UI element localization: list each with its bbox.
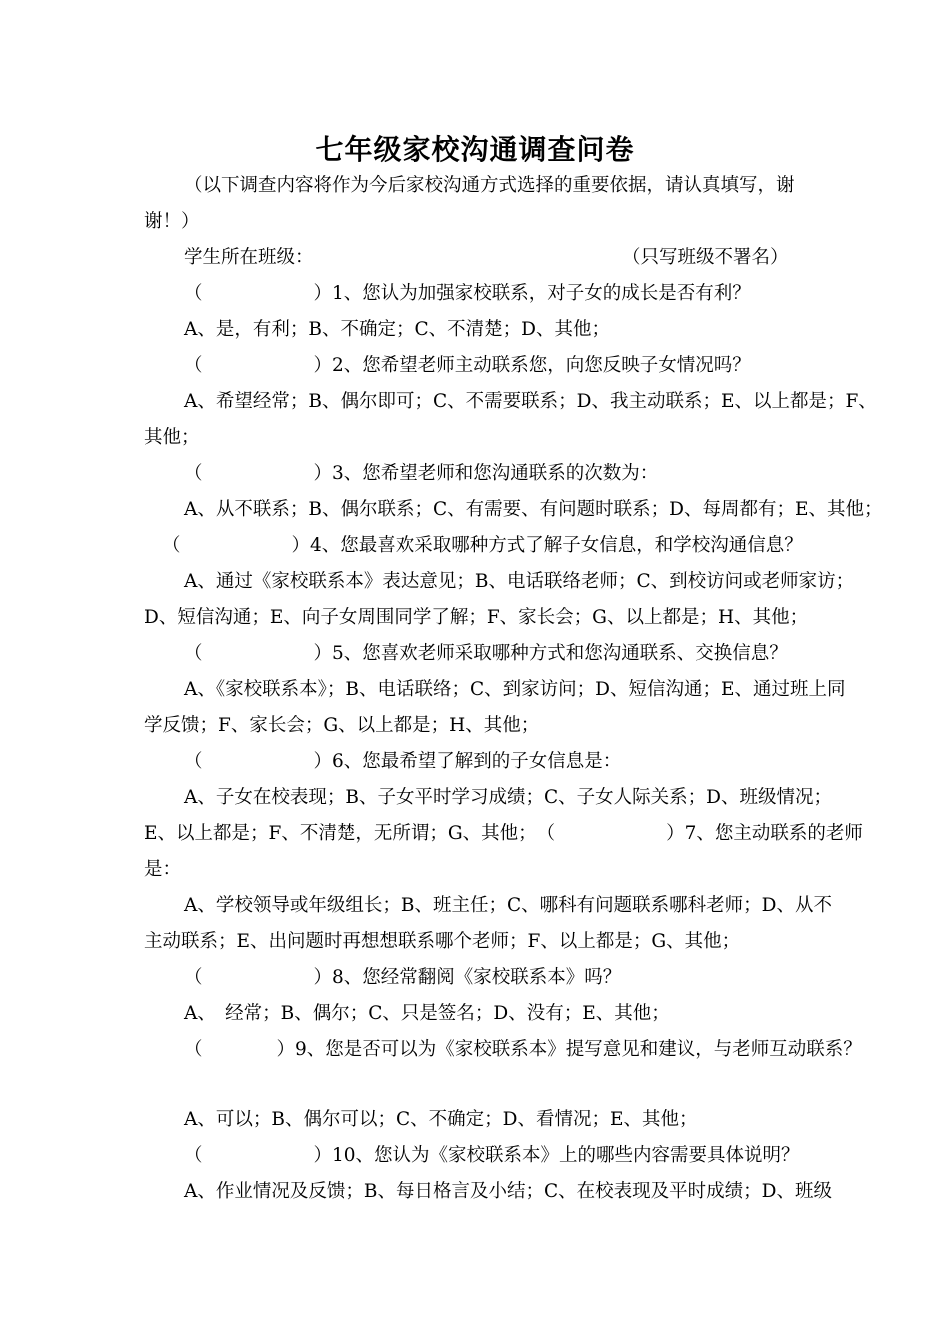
options-2-line-2: 其他； [144,427,200,448]
options-2-line-1: A、希望经常；B、偶尔即可；C、不需要联系；D、我主动联系；E、以上都是；F、 [184,391,877,412]
question-5: （ ）5、您喜欢老师采取哪种方式和您沟通联系、交换信息？ [184,643,788,664]
options-10: A、作业情况及反馈；B、每日格言及小结；C、在校表现及平时成绩；D、班级 [184,1181,832,1202]
intro-line-1: （以下调查内容将作为今后家校沟通方式选择的重要依据，请认真填写，谢 [184,175,795,196]
question-4: （ ）4、您最喜欢采取哪种方式了解子女信息，和学校沟通信息？ [162,535,803,556]
page-title: 七年级家校沟通调查问卷 [315,133,635,166]
options-3: A、从不联系；B、偶尔联系；C、有需要、有问题时联系；D、每周都有；E、其他； [184,499,883,520]
question-7-line-2: 是： [144,859,182,880]
options-5-line-1: A、《家校联系本》；B、电话联络；C、到家访问；D、短信沟通；E、通过班上同 [184,679,846,700]
question-8: （ ）8、您经常翻阅《家校联系本》吗？ [184,967,622,988]
options-7-line-2: 主动联系；E、出问题时再想想联系哪个老师；F、以上都是；G、其他； [144,931,741,952]
options-7-line-1: A、学校领导或年级组长；B、班主任；C、哪科有问题联系哪科老师；D、从不 [184,895,832,916]
intro-line-2: 谢！） [144,211,200,232]
options-9: A、可以；B、偶尔可以；C、不确定；D、看情况；E、其他； [184,1109,698,1130]
options-8: A、 经常；B、偶尔；C、只是签名；D、没有；E、其他； [184,1003,670,1024]
class-note: （只写班级不署名） [622,247,789,268]
question-9: （ ）9、您是否可以为《家校联系本》提写意见和建议，与老师互动联系？ [184,1039,862,1060]
question-3: （ ）3、您希望老师和您沟通联系的次数为： [184,463,659,484]
options-5-line-2: 学反馈；F、家长会；G、以上都是；H、其他； [144,715,540,736]
options-4-line-1: A、通过《家校联系本》表达意见；B、电话联络老师；C、到校访问或老师家访； [184,571,855,592]
question-2: （ ）2、您希望老师主动联系您，向您反映子女情况吗？ [184,355,751,376]
options-4-line-2: D、短信沟通；E、向子女周围同学了解；F、家长会；G、以上都是；H、其他； [144,607,809,628]
question-10: （ ）10、您认为《家校联系本》上的哪些内容需要具体说明？ [184,1145,800,1166]
options-1: A、是，有利；B、不确定；C、不清楚；D、其他； [184,319,610,340]
question-6: （ ）6、您最希望了解到的子女信息是： [184,751,622,772]
options-6-line-2-question-7: E、以上都是；F、不清楚，无所谓；G、其他； （ ）7、您主动联系的老师 [144,823,863,844]
class-label: 学生所在班级： [184,247,314,268]
options-6-line-1: A、子女在校表现；B、子女平时学习成绩；C、子女人际关系；D、班级情况； [184,787,832,808]
question-1: （ ）1、您认为加强家校联系，对子女的成长是否有利？ [184,283,751,304]
